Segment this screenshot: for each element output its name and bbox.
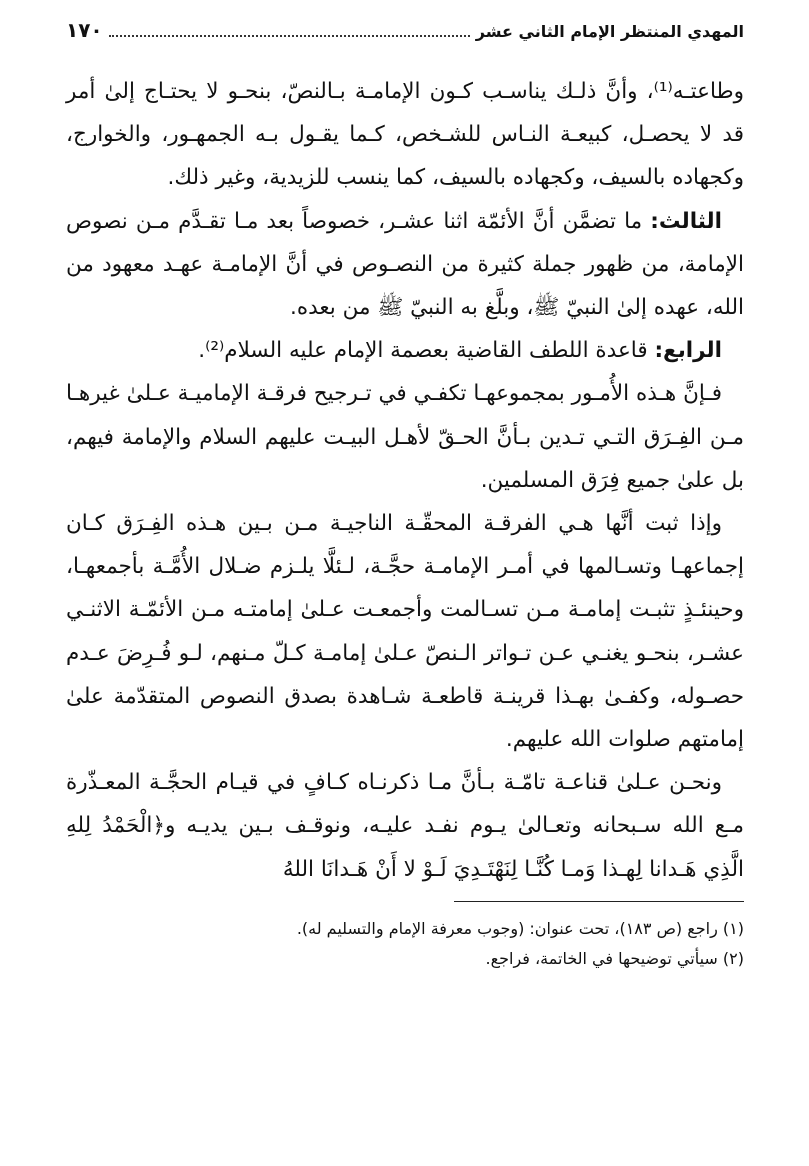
footnote-divider (454, 901, 744, 902)
paragraph-2 (66, 200, 744, 330)
paragraph-4: فـإنَّ هـذه الأُمـور بمجموعهـا تكفـي في تـرجيح فرقـة الإماميـة عـلىٰ غيرهـا مـن الفِـرَق التـي تـدين بـأنَّ الحـقّ لأهـل البيـت عليهم السلام والإمامة فيهم، بل علىٰ جميع فِرَق المسلمين. (66, 381, 744, 493)
paragraph-1: وطاعتـه⁽¹⁾، وأنَّ ذلـك يناسـب كـون الإمامـة بـالنصّ، بنحـو لا يحتـاج إلىٰ أمر قد لا يحصـل، كبيعـة النـاس للشـخص، كـما يقـول بـه الجمهـور، والخوارج، وكجهاده بالسيف، وكجهاده بالسيف، كما ينسب للزيدية، وغير ذلك. (66, 79, 744, 191)
book-page (66, 18, 744, 1148)
paragraph-3 (66, 329, 744, 372)
paragraph-3-text: قاعدة اللطف القاضية بعصمة الإمام عليه السلام⁽²⁾. (198, 338, 655, 364)
body-text (66, 70, 744, 891)
paragraph-2-text: ما تضمَّن أنَّ الأئمّة اثنا عشـر، خصوصاً بعد مـا تقـدَّم مـن نصوص الإمامة، من ظهور جملة كثيرة من النصـوص في أنَّ الإمامـة عهـد معهود من الله، عهده إلىٰ النبيّ ﷺ، وبلَّغ به النبيّ ﷺ من بعده. (66, 208, 744, 321)
running-header (66, 18, 744, 62)
paragraph-3-lead: الرابع: (654, 338, 722, 364)
footnote-1: (١) راجع (ص ١٨٣)، تحت عنوان: (وجوب معرفة الإمام والتسليم له). (296, 918, 744, 938)
paragraph-6: ونحـن عـلىٰ قناعـة تامّـة بـأنَّ مـا ذكرنـاه كـافٍ في قيـام الحجَّـة المعـذّرة مـع الله سـبحانه وتعـالىٰ يـوم نفـد عليـه، ونوقـف بـين يديـه و﴿الْحَمْدُ لِلهِ الَّذِي هَـدانا لِهـذا وَمـا كُنَّـا لِنَهْتَـدِيَ لَـوْ لا أَنْ هَـدانَا اللهُ (66, 770, 744, 882)
running-title: المهدي المنتظر الإمام الثاني عشر (475, 22, 744, 41)
header-dotted-leader (109, 34, 470, 37)
page-number: ١٧٠ (66, 18, 103, 42)
footnotes (66, 914, 744, 974)
paragraph-5: وإذا ثبت أنَّها هـي الفرقـة المحقّـة الناجيـة مـن بـين هـذه الفِـرَق كـان إجماعهـا وتسـالمها في أمـر الإمامـة حجَّـة، لـئلَّا يلـزم ضـلال الأُمَّـة بأجمعهـا، وحينئـذٍ تثبـت إمامـة مـن تسـالمت وأجمعـت عـلىٰ إمامتـه مـن الأئمّـة الاثنـي عشـر، بنحـو يغنـي عـن تـواتر الـنصّ عـلىٰ إمامـة كـلّ مـنهم، لـو فُـرِضَ عـدم حصـوله، وكفـىٰ بهـذا قرينـة قاطعـة شـاهدة بصدق النصوص المتقدّمة علىٰ إمامتهم صلوات الله عليهم. (66, 511, 744, 753)
paragraph-2-lead: الثالث: (650, 208, 722, 234)
footnote-2: (٢) سيأتي توضيحها في الخاتمة، فراجع. (485, 948, 744, 968)
